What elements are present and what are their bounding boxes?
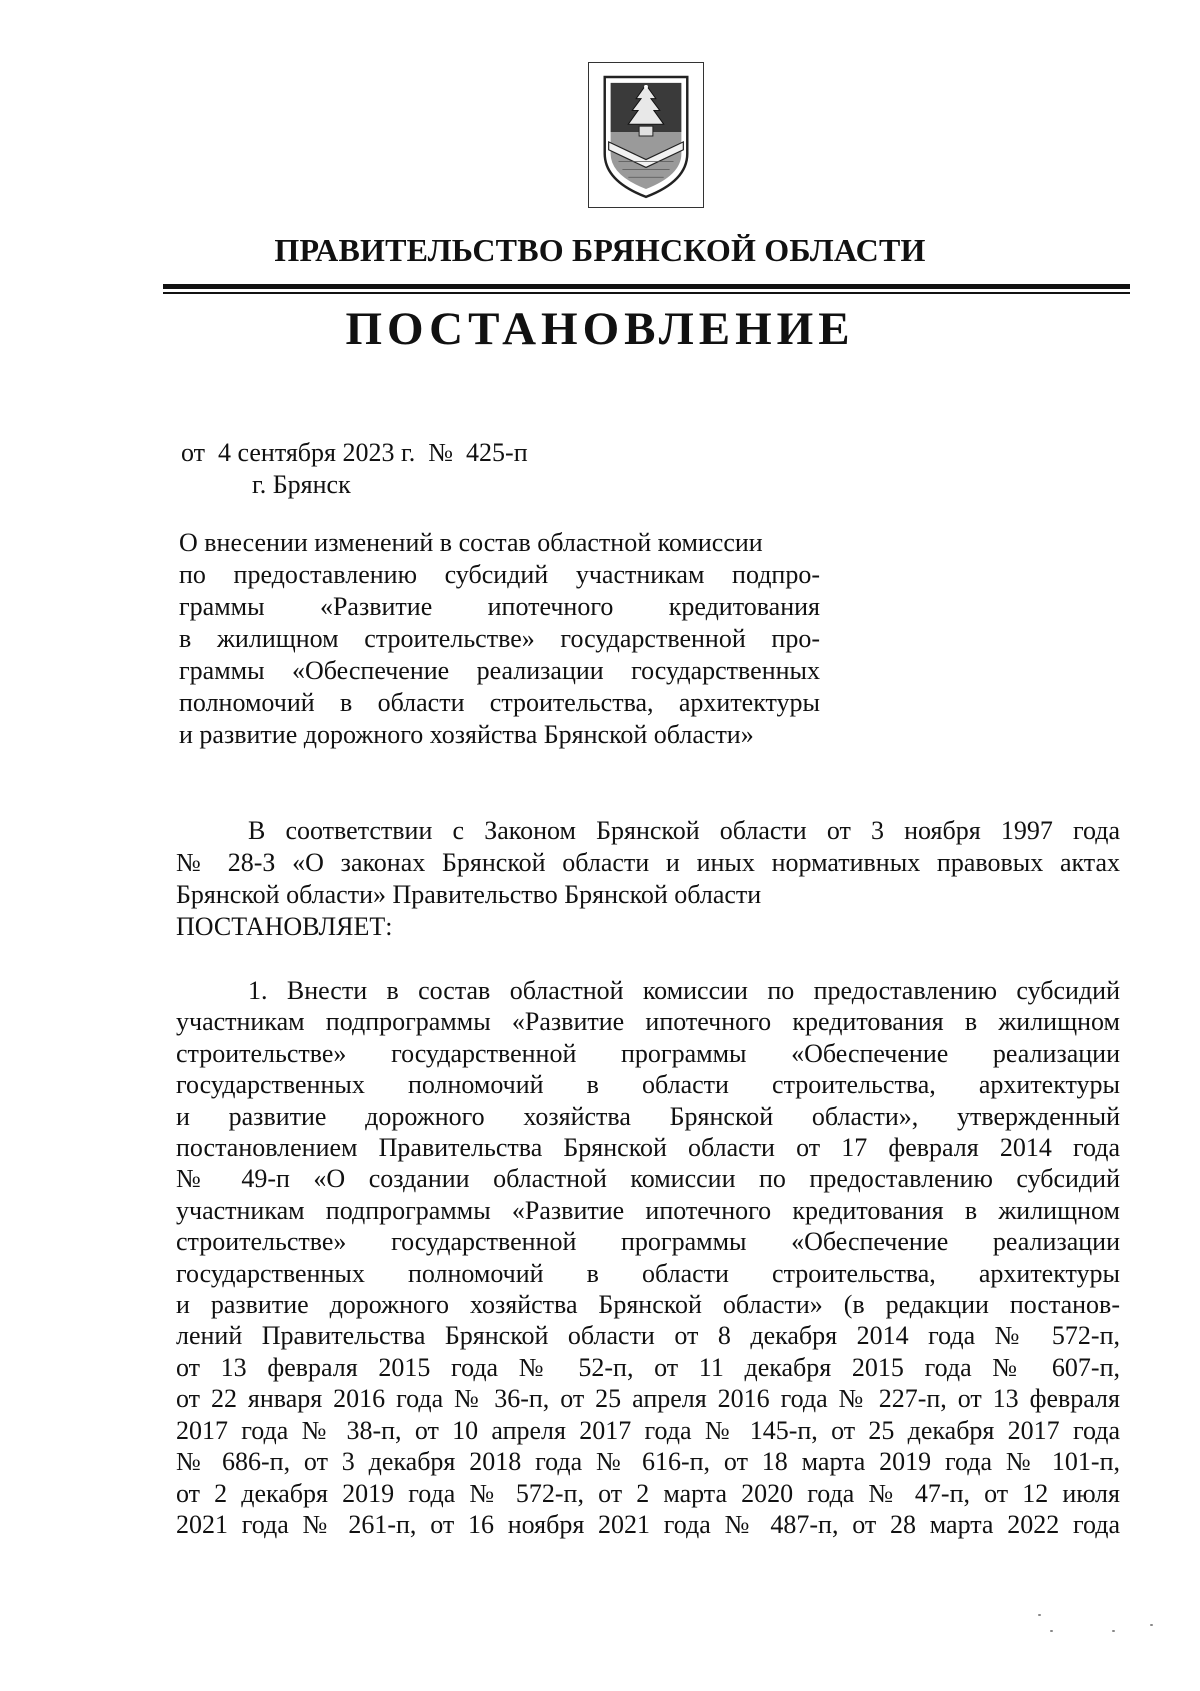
paragraph-line: и развитие дорожного хозяйства Брянской области» (в редакции постанов- <box>176 1290 1120 1320</box>
paragraph-line: от 2 декабря 2019 года № 572-п, от 2 марта 2020 года № 47-п, от 12 июля <box>176 1478 1120 1508</box>
preamble-line: № 28-З «О законах Брянской области и иных нормативных правовых актах <box>176 848 1120 877</box>
scan-speck <box>1112 1630 1115 1632</box>
paragraph-line: участникам подпрограммы «Развитие ипотечного кредитования в жилищном <box>176 1195 1120 1225</box>
header-divider-thick <box>163 284 1130 289</box>
coat-of-arms-icon <box>589 63 703 207</box>
document-type-title: ПОСТАНОВЛЕНИЕ <box>345 303 855 355</box>
paragraph-line: постановлением Правительства Брянской области от 17 февраля 2014 года <box>176 1133 1120 1163</box>
coat-of-arms-emblem <box>588 62 704 208</box>
subject-line: О внесении изменений в состав областной комиссии <box>179 528 763 557</box>
subject-line: и развитие дорожного хозяйства Брянской области» <box>179 720 754 749</box>
government-title: ПРАВИТЕЛЬСТВО БРЯНСКОЙ ОБЛАСТИ <box>274 232 926 268</box>
preamble-line: В соответствии с Законом Брянской области от 3 ноября 1997 года <box>248 816 1120 845</box>
preamble-paragraph <box>176 815 1120 943</box>
paragraph-line: 2021 года № 261-п, от 16 ноября 2021 года № 487-п, от 28 марта 2022 года <box>176 1509 1120 1539</box>
header-divider-thin <box>163 292 1130 294</box>
subject-line: граммы «Развитие ипотечного кредитования <box>179 592 820 621</box>
paragraph-line: и развитие дорожного хозяйства Брянской области», утвержденный <box>176 1101 1120 1131</box>
scan-speck <box>1050 1630 1053 1632</box>
paragraph-line: участникам подпрограммы «Развитие ипотечного кредитования в жилищном <box>176 1007 1120 1037</box>
document-subject <box>179 527 820 751</box>
subject-line: полномочий в области строительства, архитектуры <box>179 688 820 717</box>
paragraph-line: государственных полномочий в области строительства, архитектуры <box>176 1070 1120 1100</box>
paragraph-line: 1. Внести в состав областной комиссии по предоставлению субсидий <box>248 976 1120 1005</box>
preamble-line: Брянской области» Правительство Брянской области <box>176 880 762 909</box>
paragraph-line: № 49-п «О создании областной комиссии по предоставлению субсидий <box>176 1164 1120 1194</box>
paragraph-line: государственных полномочий в области строительства, архитектуры <box>176 1258 1120 1288</box>
paragraph-line: № 686-п, от 3 декабря 2018 года № 616-п, от 18 марта 2019 года № 101-п, <box>176 1447 1120 1477</box>
paragraph-line: строительстве» государственной программы «Обеспечение реализации <box>176 1038 1120 1068</box>
paragraph-line: 2017 года № 38-п, от 10 апреля 2017 года № 145-п, от 25 декабря 2017 года <box>176 1415 1120 1445</box>
subject-line: по предоставлению субсидий участникам подпро- <box>179 560 820 589</box>
document-date-number: от 4 сентября 2023 г. № 425-п <box>181 438 528 467</box>
document-city: г. Брянск <box>252 470 351 499</box>
decree-word: ПОСТАНОВЛЯЕТ: <box>176 912 393 941</box>
paragraph-line: от 13 февраля 2015 года № 52-п, от 11 декабря 2015 года № 607-п, <box>176 1352 1120 1382</box>
scan-speck <box>1038 1614 1041 1616</box>
paragraph-line: от 22 января 2016 года № 36-п, от 25 апреля 2016 года № 227-п, от 13 февраля <box>176 1384 1120 1414</box>
scan-speck <box>1150 1624 1153 1626</box>
paragraph-1 <box>176 975 1120 1540</box>
subject-line: граммы «Обеспечение реализации государственных <box>179 656 820 685</box>
paragraph-line: строительстве» государственной программы «Обеспечение реализации <box>176 1227 1120 1257</box>
subject-line: в жилищном строительстве» государственной про- <box>179 624 820 653</box>
paragraph-line: лений Правительства Брянской области от 8 декабря 2014 года № 572-п, <box>176 1321 1120 1351</box>
